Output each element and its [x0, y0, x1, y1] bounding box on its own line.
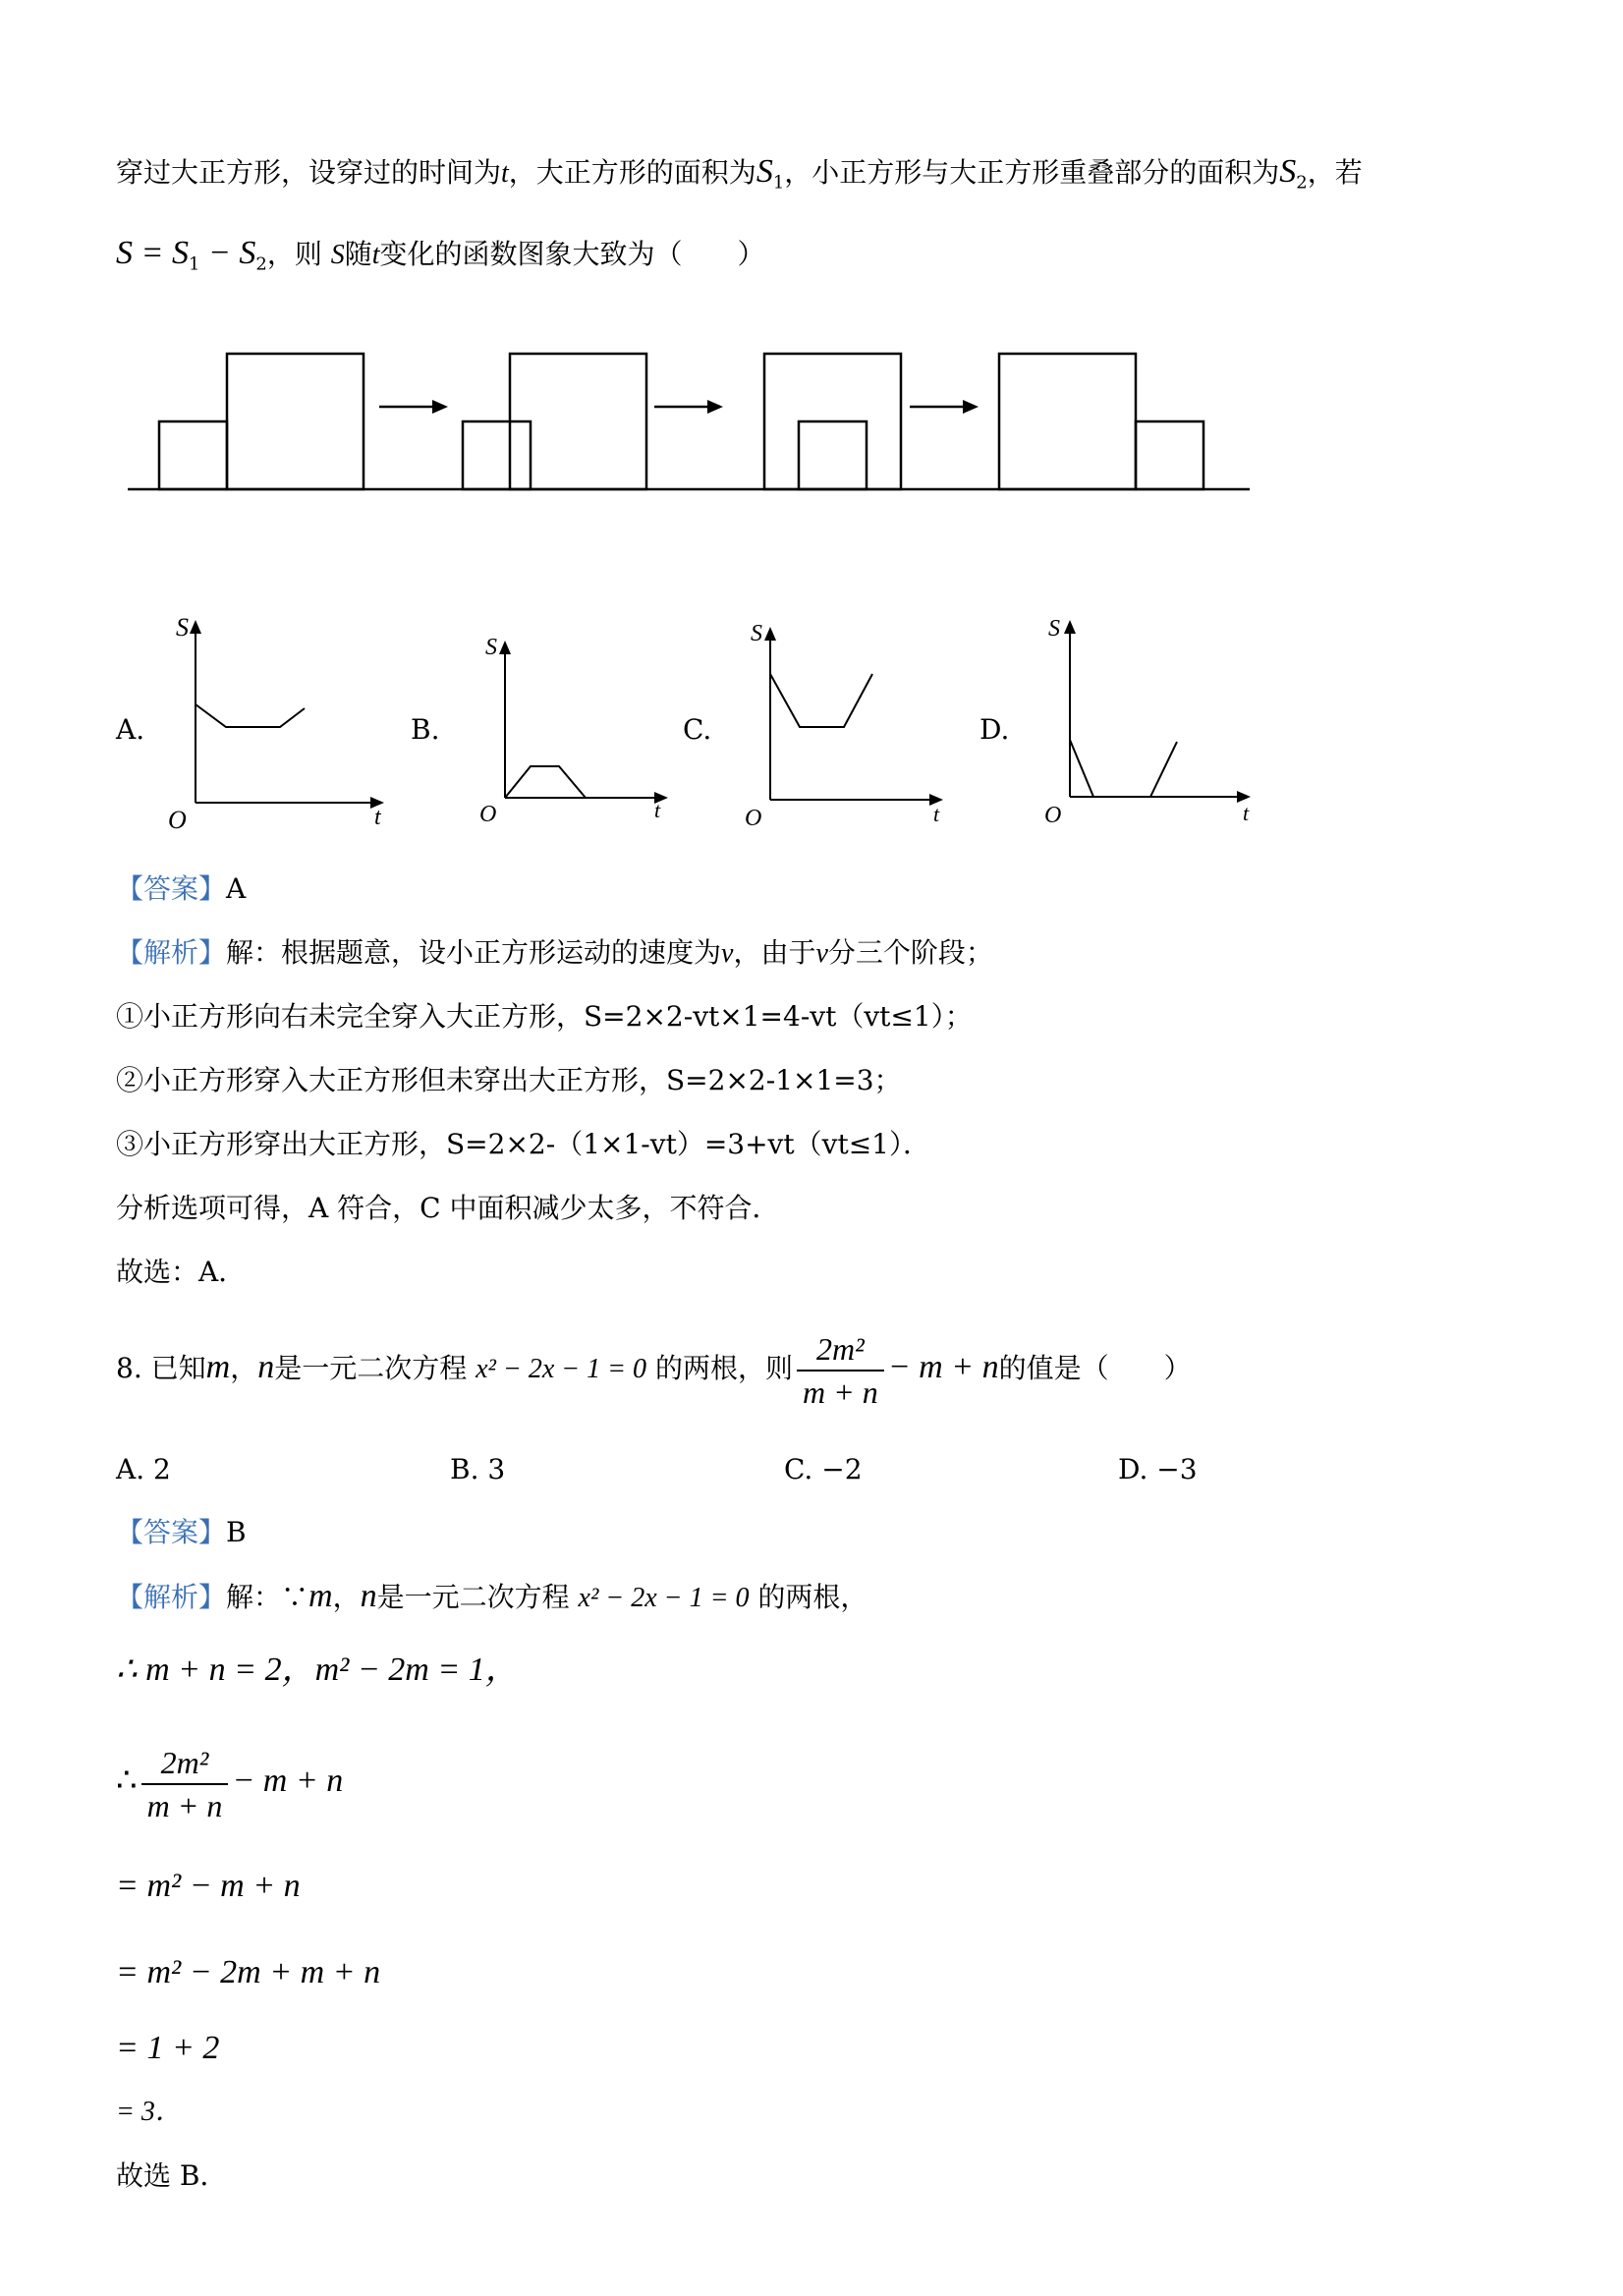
var-v: v — [815, 938, 828, 969]
sub-1: 1 — [772, 172, 785, 194]
numerator: 2m² — [797, 1330, 884, 1372]
q7-step2: ②小正方形穿入大正方形但未穿出大正方形，S=2×2-1×1=3； — [116, 1064, 902, 1096]
text: 的两根，则 — [654, 1352, 793, 1384]
var-s2: S — [1279, 153, 1297, 190]
text: ，由于 — [733, 936, 816, 969]
text: 的两根， — [757, 1581, 868, 1613]
arrow-head-icon — [963, 400, 979, 414]
x-label: t — [654, 798, 661, 822]
origin-label: O — [1044, 803, 1062, 828]
analysis-tag: 【解析】 — [116, 936, 227, 969]
q7-conclusion: 分析选项可得，A 符合，C 中面积减少太多，不符合． — [116, 1192, 780, 1224]
expr-tail: − m + n — [232, 1763, 344, 1799]
origin-label: O — [745, 806, 762, 831]
graph-a — [162, 614, 398, 840]
y-label: S — [1048, 616, 1060, 642]
fraction — [797, 1330, 884, 1411]
squares-diagram — [0, 334, 1623, 511]
q8-option-c: C. −2 — [784, 1453, 863, 1485]
y-label: S — [176, 614, 189, 642]
y-label: S — [485, 635, 497, 660]
x-label: t — [933, 802, 940, 826]
small-square — [1136, 421, 1203, 489]
graph-b — [472, 629, 688, 835]
small-square — [463, 421, 531, 489]
answer-value: A — [226, 872, 247, 905]
var-v: v — [721, 938, 734, 969]
var-s1: S — [756, 153, 773, 190]
q7-analysis-intro — [116, 933, 993, 974]
y-label: S — [751, 621, 762, 646]
text: ，小正方形与大正方形重叠部分的面积为 — [784, 156, 1280, 189]
q7-step3: ③小正方形穿出大正方形，S=2×2-（1×1-vt）=3+vt（vt≤1）． — [116, 1128, 930, 1160]
text: 随 — [344, 238, 372, 270]
q7-intro-line1 — [116, 152, 1363, 203]
option-b-label: B. — [411, 713, 440, 746]
q8-fraction-line — [116, 1739, 343, 1824]
var-t: t — [501, 158, 509, 189]
answer-value: B — [226, 1516, 247, 1548]
y-arrow-icon — [764, 627, 776, 641]
q7-intro-line2: $S = S_1 - S_2$，则 S随t变化的函数图象大致为（ ） — [116, 235, 765, 275]
therefore-symbol: ∴ — [116, 1761, 138, 1800]
sub-2: 2 — [1296, 172, 1308, 194]
question-number: 8. 已知 — [116, 1352, 206, 1384]
q8-step-c: = 1 + 2 — [116, 2030, 220, 2066]
numerator: 2m² — [141, 1744, 229, 1785]
q8-step-d: = 3． — [116, 2097, 183, 2127]
var-n: n — [257, 1349, 275, 1385]
curve — [1070, 740, 1177, 797]
option-a-label: A. — [116, 713, 145, 746]
large-square — [999, 354, 1136, 489]
answer-tag: 【答案】 — [116, 1516, 227, 1548]
text: 穿过大正方形，设穿过的时间为 — [116, 156, 502, 189]
var-m: m — [308, 1578, 333, 1614]
origin-label: O — [479, 802, 497, 827]
var-s: S — [330, 240, 345, 270]
q8-option-d: D. −3 — [1118, 1453, 1198, 1485]
y-arrow-icon — [190, 620, 201, 634]
origin-label: O — [168, 806, 187, 834]
analysis-tag: 【解析】 — [116, 1581, 227, 1613]
equation: x² − 2x − 1 = 0 — [476, 1354, 647, 1384]
text: ，则 — [266, 238, 322, 270]
q7-step1: ①小正方形向右未完全穿入大正方形，S=2×2-vt×1=4-vt（vt≤1）； — [116, 1000, 973, 1033]
var-t: t — [371, 240, 380, 270]
text: 是一元二次方程 — [376, 1581, 570, 1613]
q8-final: 故选 B． — [116, 2159, 228, 2192]
q7-answer — [116, 869, 246, 909]
q8-analysis-intro — [116, 1577, 867, 1618]
fraction — [141, 1744, 229, 1824]
text: 变化的函数图象大致为（ ） — [379, 238, 765, 270]
curve — [770, 674, 872, 727]
q8-step-a: = m² − m + n — [116, 1868, 301, 1904]
curve — [505, 766, 586, 798]
text: 解：∵ — [226, 1581, 309, 1613]
q8-option-b: B. 3 — [450, 1453, 506, 1485]
large-square — [227, 354, 364, 489]
eq-s: S = S — [116, 235, 189, 271]
eq-minus: − S — [199, 235, 256, 271]
graph-c — [737, 619, 963, 835]
text: ，若 — [1307, 156, 1363, 189]
arrow-head-icon — [432, 400, 448, 414]
arrow-head-icon — [707, 400, 723, 414]
denominator: m + n — [802, 1373, 878, 1410]
q7-final: 故选：A． — [116, 1256, 247, 1288]
small-square — [159, 421, 227, 489]
expr-tail: − m + n — [887, 1349, 999, 1385]
q8-step-b: = m² − 2m + m + n — [116, 1954, 381, 1990]
graph-d — [1036, 614, 1272, 835]
q8-answer — [116, 1513, 247, 1552]
text: ，大正方形的面积为 — [508, 156, 756, 189]
q8-stem — [116, 1326, 1192, 1411]
x-label: t — [374, 805, 381, 830]
denominator: m + n — [146, 1787, 223, 1823]
text: ， — [332, 1581, 361, 1613]
text: 是一元二次方程 — [274, 1352, 468, 1384]
text: ， — [230, 1352, 258, 1384]
small-square — [799, 421, 867, 489]
option-d-label: D. — [979, 713, 1010, 746]
y-arrow-icon — [1064, 620, 1076, 634]
curve — [196, 704, 305, 727]
x-label: t — [1243, 801, 1250, 825]
equation: x² − 2x − 1 = 0 — [578, 1583, 750, 1613]
var-m: m — [205, 1349, 231, 1385]
y-arrow-icon — [499, 641, 511, 654]
text: 解：根据题意，设小正方形运动的速度为 — [226, 936, 722, 969]
answer-tag: 【答案】 — [116, 872, 227, 905]
var-n: n — [360, 1578, 377, 1614]
option-c-label: C. — [683, 713, 712, 746]
text: 分三个阶段； — [827, 936, 993, 969]
text: 的值是（ ） — [998, 1352, 1192, 1384]
q8-therefore-line: ∴ m + n = 2，m² − 2m = 1， — [116, 1652, 519, 1688]
q8-option-a: A. 2 — [116, 1453, 171, 1485]
